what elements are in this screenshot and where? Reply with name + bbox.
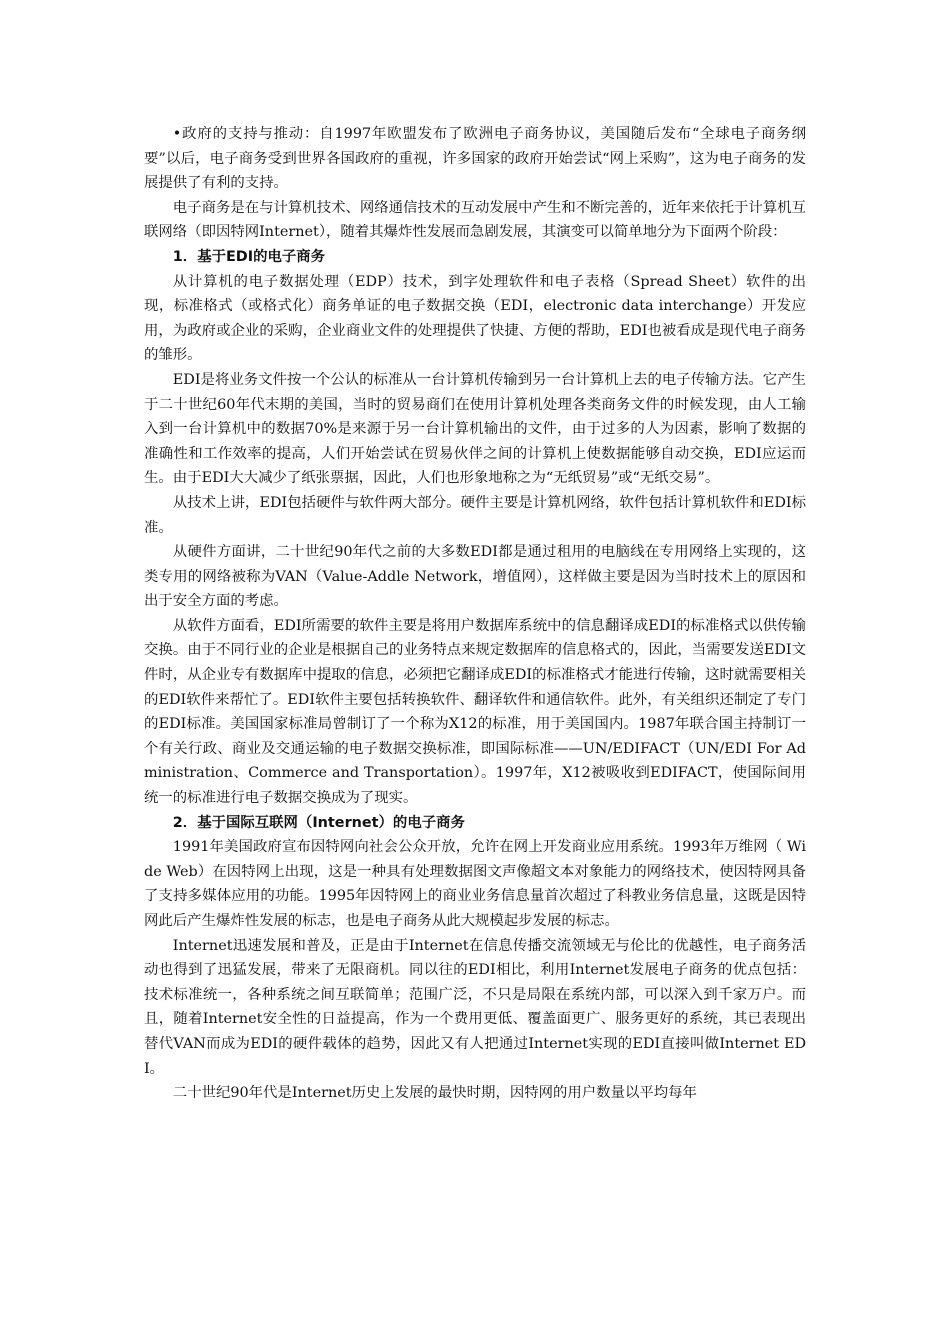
document-page (144, 122, 806, 1106)
paragraph-edp-history: 从计算机的电子数据处理（EDP）技术，到字处理软件和电子表格（Spread Sheet）软件的出现，标准格式（或格式化）商务单证的电子数据交换（EDI，electronic data interchange）开发应用，为政府或企业的采购，企业商业文件的处理提供了快捷、方便的帮助，EDI也被看成是现代电子商务的雏形。 (144, 273, 806, 364)
paragraph-nineties-growth: 二十世纪90年代是Internet历史上发展的最快时期，因特网的用户数量以平均每年 (172, 1085, 697, 1102)
paragraph-edi-software: 从软件方面看，EDI所需要的软件主要是将用户数据库系统中的信息翻译成EDI的标准格式以供传输交换。由于不同行业的企业是根据自己的业务特点来规定数据库的信息格式的，因此，当需要发送EDI文件时，从企业专有数据库中提取的信息，必须把它翻译成EDI的标准格式才能进行传输，这时就需要相关的EDI软件来帮忙了。EDI软件主要包括转换软件、翻译软件和通信软件。此外，有关组织还制定了专门的EDI标准。美国国家标准局曾制订了一个称为X12的标准，用于美国国内。1987年联合国主持制订一个有关行政、商业及交通运输的电子数据交换标准，即国际标准——UN/EDIFACT（UN/EDI For Administration、Commerce and Transportation）。1997年，X12被吸收到EDIFACT，使国际间用统一的标准进行电子数据交换成为了现实。 (144, 617, 806, 807)
paragraph-edi-technology: 从技术上讲，EDI包括硬件与软件两大部分。硬件主要是计算机网络，软件包括计算机软件和EDI标准。 (144, 494, 806, 536)
paragraph-government-support: •政府的支持与推动：自1997年欧盟发布了欧洲电子商务协议，美国随后发布“全球电子商务纲要”以后，电子商务受到世界各国政府的重视，许多国家的政府开始尝试“网上采购”，这为电子商务的发展提供了有利的支持。 (144, 126, 806, 192)
paragraph-edi-hardware: 从硬件方面讲，二十世纪90年代之前的大多数EDI都是通过租用的电脑线在专用网络上实现的，这类专用的网络被称为VAN（Value-Addle Network，增值网），这样做主要是因为当时技术上的原因和出于安全方面的考虑。 (144, 544, 806, 610)
paragraph-edi-definition: EDI是将业务文件按一个公认的标准从一台计算机传输到另一台计算机上去的电子传输方法。它产生于二十世纪60年代末期的美国，当时的贸易商们在使用计算机处理各类商务文件的时候发现，由人工输入到一台计算机中的数据70%是来源于另一台计算机输出的文件，由于过多的人为因素，影响了数据的准确性和工作效率的提高，人们开始尝试在贸易伙伴之间的计算机上使数据能够自动交换，EDI应运而生。由于EDI大大减少了纸张票据，因此，人们也形象地称之为“无纸贸易”或“无纸交易”。 (144, 371, 806, 487)
heading-edi-ecommerce: 1．基于EDI的电子商务 (172, 248, 326, 265)
paragraph-ecommerce-intro: 电子商务是在与计算机技术、网络通信技术的互动发展中产生和不断完善的，近年来依托于计算机互联网络（即因特网Internet），随着其爆炸性发展而急剧发展，其演变可以简单地分为下面两个阶段： (144, 199, 806, 241)
paragraph-internet-history: 1991年美国政府宣布因特网向社会公众开放，允许在网上开发商业应用系统。1993年万维网（ Wide Web）在因特网上出现，这是一种具有处理数据图文声像超文本对象能力的网络技术，使因特网具备了支持多媒体应用的功能。1995年因特网上的商业业务信息量首次超过了科教业务信息量，这既是因特网此后产生爆炸性发展的标志，也是电子商务从此大规模起步发展的标志。 (144, 839, 806, 929)
heading-internet-ecommerce: 2．基于国际互联网（Internet）的电子商务 (172, 814, 465, 831)
paragraph-internet-advantages: Internet迅速发展和普及，正是由于Internet在信息传播交流领域无与伦比的优越性，电子商务活动也得到了迅猛发展，带来了无限商机。同以往的EDI相比，利用Internet发展电子商务的优点包括：技术标准统一，各种系统之间互联简单；范围广泛，不只是局限在系统内部，可以深入到千家万户。而且，随着Internet安全性的日益提高，作为一个费用更低、覆盖面更广、服务更好的系统，其已表现出替代VAN而成为EDI的硬件载体的趋势，因此又有人把通过Internet实现的EDI直接叫做Internet EDI。 (144, 937, 806, 1077)
